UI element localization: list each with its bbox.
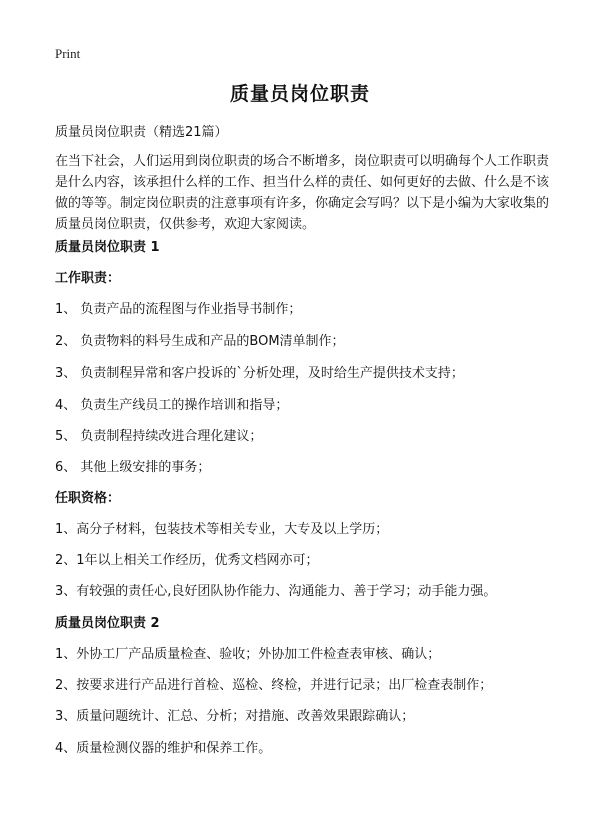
section-2-item: 2、按要求进行产品进行首检、巡检、终检，并进行记录；出厂检查表制作； [55, 678, 493, 693]
section-2-item: 1、外协工厂产品质量检查、验收；外协加工件检查表审核、确认； [55, 647, 441, 662]
section-1-heading: 质量员岗位职责 1 [55, 240, 160, 255]
section-2-item: 4、质量检测仪器的维护和保养工作。 [55, 741, 272, 756]
qualification-item: 3、有较强的责任心,良好团队协作能力、沟通能力、善于学习；动手能力强。 [55, 584, 497, 599]
qualifications-heading: 任职资格： [55, 491, 121, 506]
duty-item: 6、 其他上级安排的事务； [55, 460, 211, 475]
duty-item: 1、 负责产品的流程图与作业指导书制作； [55, 302, 302, 317]
duty-item: 2、 负责物料的料号生成和产品的BOM清单制作； [55, 334, 345, 349]
duty-item: 4、 负责生产线员工的操作培训和指导； [55, 398, 289, 413]
duty-item: 5、 负责制程持续改进合理化建议； [55, 429, 263, 444]
intro-paragraph: 在当下社会，人们运用到岗位职责的场合不断增多，岗位职责可以明确每个人工作职责是什么内容，该承担什么样的工作、担当什么样的责任、如何更好的去做、什么是不该做的等等。制定岗位职责的注意事项有许多，你确定会写吗？以下是小编为大家收集的质量员岗位职责，仅供参考，欢迎大家阅读。 [55, 154, 550, 232]
section-2-heading: 质量员岗位职责 2 [55, 616, 160, 631]
duties-heading: 工作职责： [55, 271, 121, 286]
document-subtitle: 质量员岗位职责（精选21篇） [55, 125, 228, 140]
duty-item: 3、 负责制程异常和客户投诉的`分析处理，及时给生产提供技术支持； [55, 366, 464, 381]
page-title: 质量员岗位职责 [229, 83, 370, 105]
qualification-item: 2、1年以上相关工作经历，优秀文档网亦可； [55, 553, 319, 568]
print-link[interactable]: Print [55, 46, 81, 61]
section-2-item: 3、质量问题统计、汇总、分析；对措施、改善效果跟踪确认； [55, 709, 415, 724]
qualification-item: 1、高分子材料，包装技术等相关专业，大专及以上学历； [55, 522, 389, 537]
